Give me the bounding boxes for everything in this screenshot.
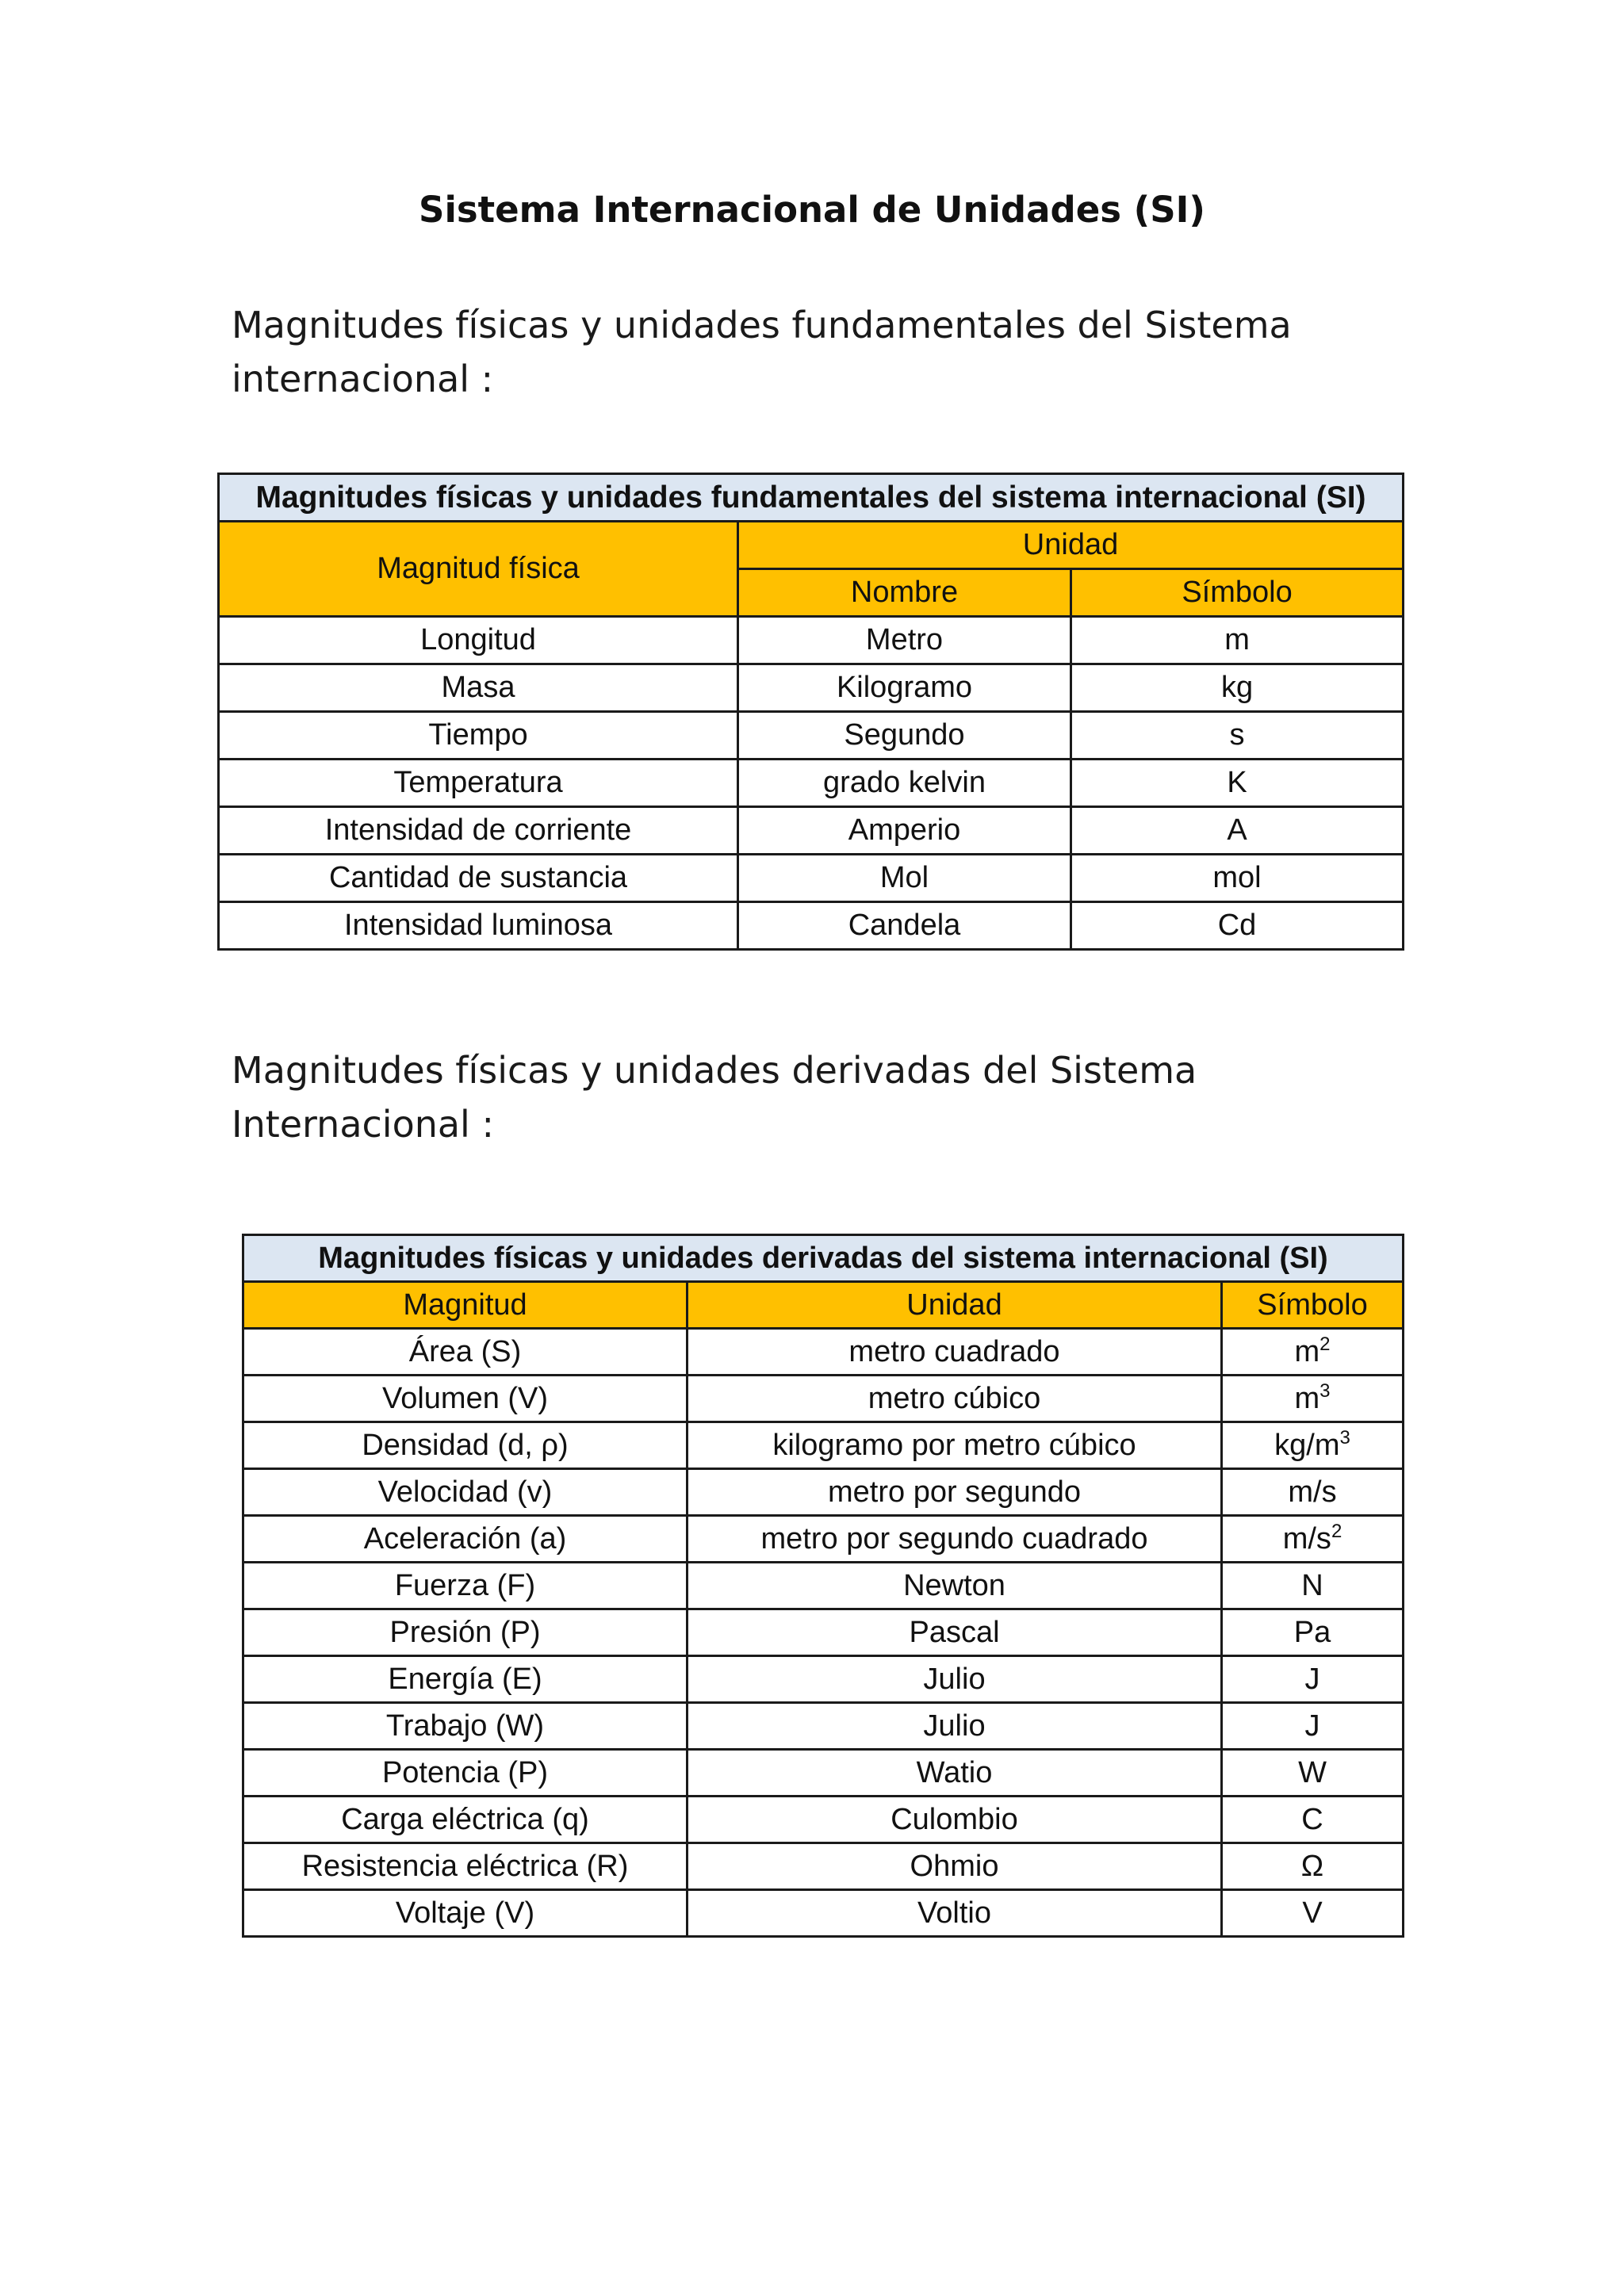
unidad-cell: Voltio	[688, 1890, 1222, 1937]
table-row	[219, 712, 1404, 760]
derived-units-table	[242, 1234, 1404, 1938]
simbolo-cell: m	[1071, 617, 1404, 664]
magnitud-cell: Fuerza (F)	[243, 1563, 688, 1609]
unidad-cell: kilogramo por metro cúbico	[688, 1422, 1222, 1469]
magnitud-cell: Presión (P)	[243, 1609, 688, 1656]
nombre-cell: Kilogramo	[738, 664, 1071, 712]
simbolo-cell: s	[1071, 712, 1404, 760]
magnitud-cell: Carga eléctrica (q)	[243, 1797, 688, 1843]
intro-derived: Magnitudes físicas y unidades derivadas del Sistema Internacional :	[232, 1049, 1197, 1146]
table-row	[243, 1329, 1404, 1376]
simbolo-cell	[1222, 1422, 1404, 1469]
simbolo-cell	[1222, 1376, 1404, 1422]
simbolo-text: J	[1304, 1709, 1320, 1743]
simbolo-cell: mol	[1071, 855, 1404, 902]
simbolo-text: Ω	[1300, 1849, 1324, 1883]
simbolo-cell	[1222, 1516, 1404, 1563]
magnitud-cell: Área (S)	[243, 1329, 688, 1376]
magnitud-cell: Resistencia eléctrica (R)	[243, 1843, 688, 1890]
unidad-cell: Culombio	[688, 1797, 1222, 1843]
simbolo-cell	[1222, 1843, 1404, 1890]
simbolo-text: m/s	[1282, 1521, 1331, 1556]
simbolo-text: V	[1302, 1896, 1323, 1930]
unidad-cell: metro cúbico	[688, 1376, 1222, 1422]
magnitud-cell: Cantidad de sustancia	[219, 855, 738, 902]
column-header-simbolo: Símbolo	[1222, 1282, 1404, 1329]
magnitud-cell: Masa	[219, 664, 738, 712]
simbolo-cell: A	[1071, 807, 1404, 855]
column-header-unidad: Unidad	[738, 522, 1404, 569]
table-row	[219, 664, 1404, 712]
simbolo-cell	[1222, 1329, 1404, 1376]
table-caption: Magnitudes físicas y unidades fundamentales del sistema internacional (SI)	[219, 474, 1404, 522]
nombre-cell: Amperio	[738, 807, 1071, 855]
nombre-cell: Mol	[738, 855, 1071, 902]
simbolo-text: kg/m	[1274, 1428, 1340, 1462]
column-header-nombre: Nombre	[738, 569, 1071, 617]
unidad-cell: metro por segundo cuadrado	[688, 1516, 1222, 1563]
simbolo-cell	[1222, 1703, 1404, 1750]
nombre-cell: grado kelvin	[738, 760, 1071, 807]
exponent: 2	[1320, 1333, 1331, 1355]
table-row	[219, 855, 1404, 902]
unidad-cell: metro por segundo	[688, 1469, 1222, 1516]
simbolo-cell	[1222, 1563, 1404, 1609]
magnitud-cell: Densidad (d, ρ)	[243, 1422, 688, 1469]
magnitud-cell: Volumen (V)	[243, 1376, 688, 1422]
table-row	[219, 807, 1404, 855]
table-row	[219, 617, 1404, 664]
simbolo-text: C	[1301, 1802, 1323, 1836]
table-row	[243, 1656, 1404, 1703]
nombre-cell: Candela	[738, 902, 1071, 950]
magnitud-cell: Aceleración (a)	[243, 1516, 688, 1563]
table-row	[219, 902, 1404, 950]
unidad-cell: Watio	[688, 1750, 1222, 1797]
simbolo-text: m/s	[1288, 1475, 1337, 1509]
simbolo-cell: Cd	[1071, 902, 1404, 950]
magnitud-cell: Potencia (P)	[243, 1750, 688, 1797]
table-row	[243, 1563, 1404, 1609]
column-header-simbolo: Símbolo	[1071, 569, 1404, 617]
table-row	[243, 1797, 1404, 1843]
simbolo-text: J	[1304, 1662, 1320, 1696]
unidad-cell: Newton	[688, 1563, 1222, 1609]
simbolo-cell	[1222, 1890, 1404, 1937]
table-body	[219, 617, 1404, 950]
table-row	[243, 1516, 1404, 1563]
intro-fundamental: Magnitudes físicas y unidades fundamentales del Sistema internacional :	[232, 304, 1292, 400]
magnitud-cell: Intensidad de corriente	[219, 807, 738, 855]
magnitud-cell: Voltaje (V)	[243, 1890, 688, 1937]
column-header-unidad: Unidad	[688, 1282, 1222, 1329]
simbolo-text: N	[1301, 1568, 1323, 1602]
nombre-cell: Metro	[738, 617, 1071, 664]
simbolo-text: m	[1294, 1381, 1320, 1415]
fundamental-units-table	[217, 473, 1404, 951]
unidad-cell: Julio	[688, 1656, 1222, 1703]
nombre-cell: Segundo	[738, 712, 1071, 760]
magnitud-cell: Intensidad luminosa	[219, 902, 738, 950]
magnitud-cell: Longitud	[219, 617, 738, 664]
magnitud-cell: Tiempo	[219, 712, 738, 760]
simbolo-cell	[1222, 1469, 1404, 1516]
column-header-magnitud: Magnitud	[243, 1282, 688, 1329]
page-title: Sistema Internacional de Unidades (SI)	[419, 189, 1205, 231]
table-body	[243, 1329, 1404, 1937]
magnitud-cell: Temperatura	[219, 760, 738, 807]
table-caption: Magnitudes físicas y unidades derivadas del sistema internacional (SI)	[243, 1235, 1404, 1282]
exponent: 2	[1331, 1520, 1342, 1542]
simbolo-cell	[1222, 1750, 1404, 1797]
table-row	[243, 1890, 1404, 1937]
table-row	[243, 1469, 1404, 1516]
magnitud-cell: Trabajo (W)	[243, 1703, 688, 1750]
table-row	[243, 1750, 1404, 1797]
table-row	[243, 1703, 1404, 1750]
magnitud-cell: Velocidad (v)	[243, 1469, 688, 1516]
table-row	[243, 1422, 1404, 1469]
magnitud-cell: Energía (E)	[243, 1656, 688, 1703]
unidad-cell: Ohmio	[688, 1843, 1222, 1890]
exponent: 3	[1339, 1426, 1350, 1448]
exponent: 3	[1320, 1380, 1331, 1402]
column-header-magnitud: Magnitud física	[219, 522, 738, 617]
unidad-cell: metro cuadrado	[688, 1329, 1222, 1376]
table-row	[243, 1609, 1404, 1656]
simbolo-text: Pa	[1293, 1615, 1331, 1649]
unidad-cell: Pascal	[688, 1609, 1222, 1656]
unidad-cell: Julio	[688, 1703, 1222, 1750]
table-row	[243, 1376, 1404, 1422]
simbolo-cell: K	[1071, 760, 1404, 807]
simbolo-cell: kg	[1071, 664, 1404, 712]
table-row	[219, 760, 1404, 807]
simbolo-text: m	[1294, 1334, 1320, 1368]
simbolo-cell	[1222, 1609, 1404, 1656]
table-row	[243, 1843, 1404, 1890]
simbolo-cell	[1222, 1656, 1404, 1703]
simbolo-cell	[1222, 1797, 1404, 1843]
simbolo-text: W	[1298, 1755, 1327, 1789]
